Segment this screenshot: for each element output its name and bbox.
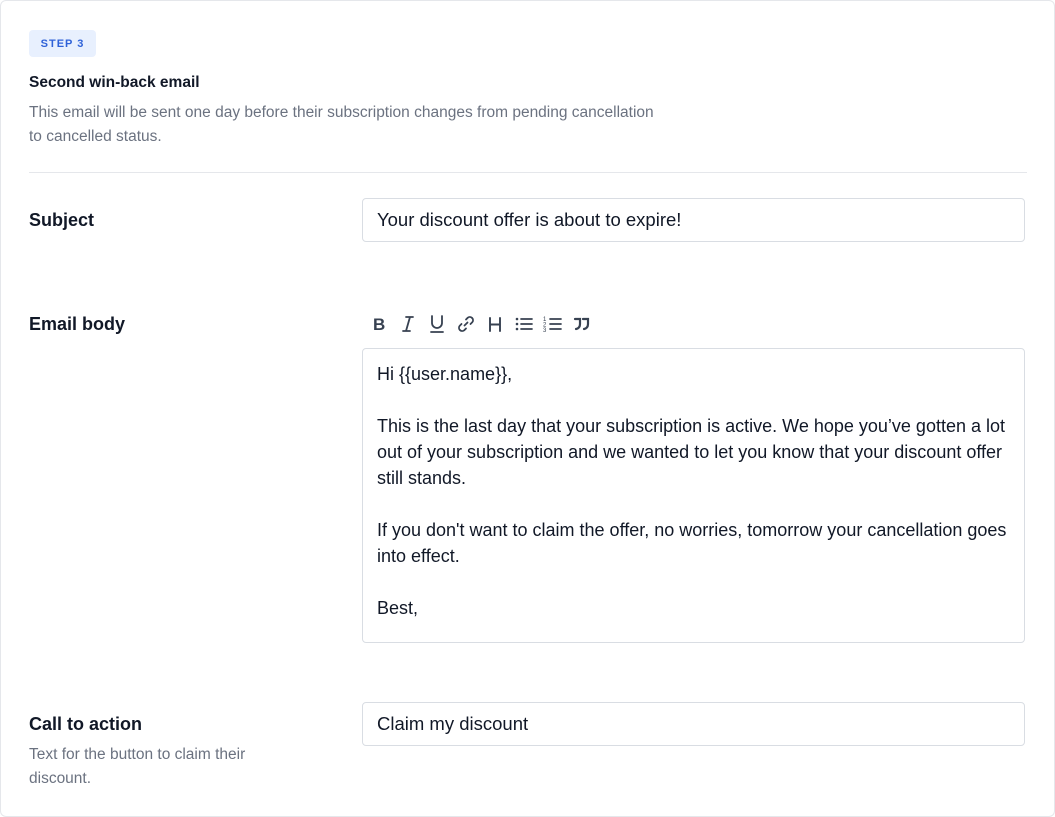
email-body-paragraph: If you don't want to claim the offer, no worries, tomorrow your cancellation goes into effect. [377,520,1007,566]
svg-text:3: 3 [543,328,547,333]
step-description: This email will be sent one day before their subscription changes from pending cancellation to cancelled status. [29,104,654,145]
step-badge: STEP 3 [29,30,96,57]
svg-text:2: 2 [543,322,547,329]
call-to-action-help: Text for the button to claim their discount. [29,746,246,787]
editor-toolbar [367,311,599,337]
email-body-paragraph: Best, [377,598,419,618]
email-body-paragraph: This is the last day that your subscription is active. We hope you’ve gotten a lot out of your subscription and we wanted to let you know that your discount offer still stands. [377,416,1005,488]
step-title: Second win-back email [29,74,200,91]
subject-label: Subject [29,210,95,230]
subject-input[interactable] [362,198,1025,242]
email-body-paragraph: Hi {{user.name}}, [377,364,513,384]
quote-icon[interactable] [565,311,599,337]
svg-text:1: 1 [543,317,547,323]
email-body-editor[interactable] [362,348,1025,643]
call-to-action-input[interactable] [362,702,1025,746]
call-to-action-label: Call to action [29,714,143,734]
section-divider [29,172,1027,173]
svg-text:B: B [373,315,386,333]
email-body-label: Email body [29,314,126,334]
